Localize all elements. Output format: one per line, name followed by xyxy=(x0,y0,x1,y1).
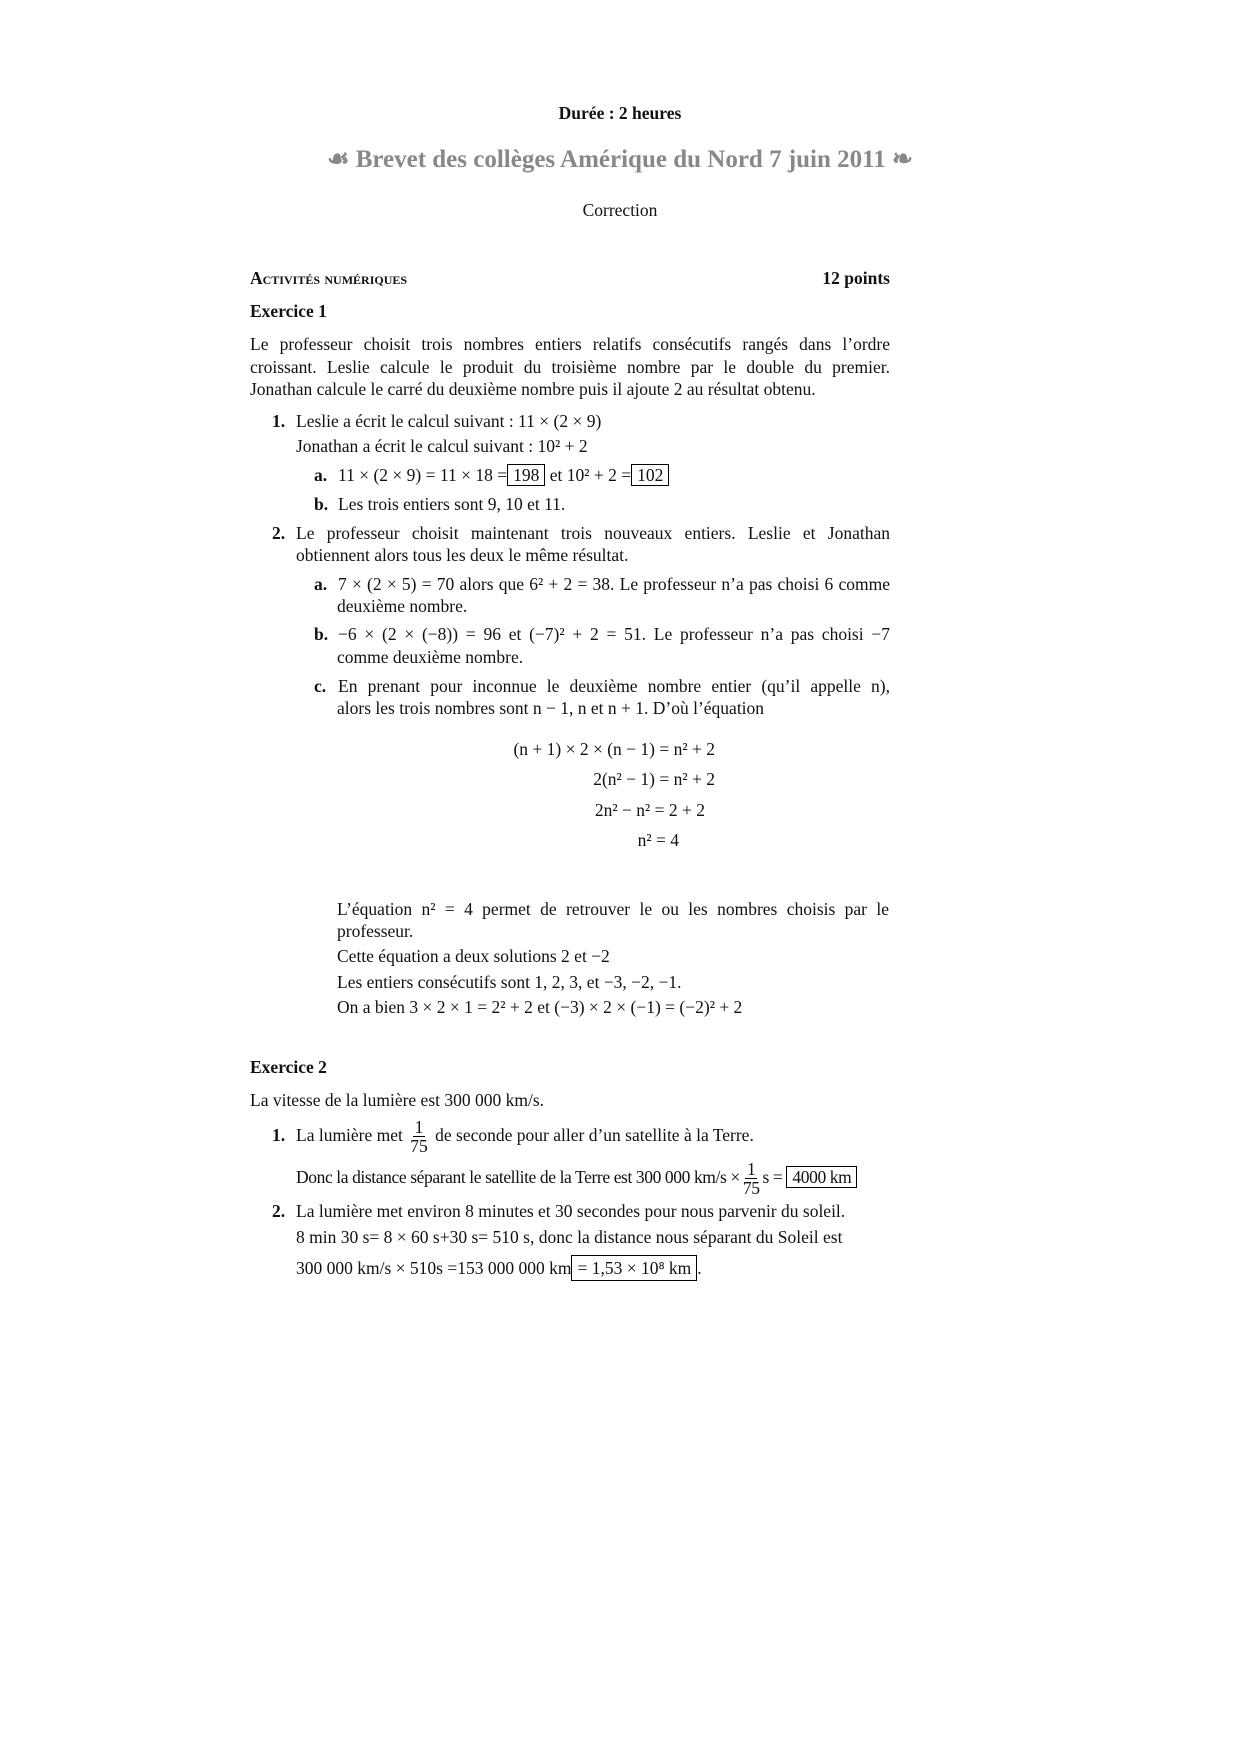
conclusion-line: professeur. xyxy=(337,921,414,941)
ex1-intro-line: croissant. Leslie calcule le produit du troisième nombre par le double du premier. xyxy=(250,357,890,377)
section-points: 12 points xyxy=(822,268,890,288)
fraction xyxy=(743,1160,760,1197)
answer-box: 198 xyxy=(507,464,545,486)
text: de seconde pour aller d’un satellite à la Terre. xyxy=(435,1125,754,1145)
label: a. xyxy=(314,574,328,594)
question-number: 1. xyxy=(272,411,286,431)
ex2-q2 xyxy=(272,1200,845,1222)
text: Les trois entiers sont 9, 10 et 11. xyxy=(338,494,566,514)
numerator: 1 xyxy=(747,1159,756,1180)
ex2-q1 xyxy=(272,1115,754,1155)
ex1-q1b xyxy=(314,493,565,515)
equation-line: 2(n² − 1) = n² + 2 xyxy=(593,769,715,789)
question-number: 1. xyxy=(272,1125,286,1145)
ornament-right-icon: ❧ xyxy=(892,146,913,173)
label: a. xyxy=(314,465,328,485)
label: c. xyxy=(314,676,327,696)
ex2-q2-line3 xyxy=(296,1257,702,1279)
title-text: Brevet des collèges Amérique du Nord 7 juin 2011 xyxy=(355,146,886,173)
q2-line: Le professeur choisit maintenant trois nouveaux entiers. Leslie et Jonathan xyxy=(296,523,890,543)
conclusion-line: L’équation n² = 4 permet de retrouver le ou les nombres choisis par le xyxy=(337,899,889,919)
answer-box: 4000 km xyxy=(786,1166,857,1188)
subtitle: Correction xyxy=(582,200,658,220)
fraction xyxy=(410,1118,428,1155)
equation-line: 2n² − n² = 2 + 2 xyxy=(594,800,705,820)
label: b. xyxy=(314,494,329,514)
numerator: 1 xyxy=(414,1117,424,1138)
text: 11 × (2 × 9) = 11 × 18 = xyxy=(338,465,508,485)
equation-line: n² = 4 xyxy=(637,830,679,850)
question-number: 2. xyxy=(272,1201,286,1221)
text: −6 × (2 × (−8)) = 96 et (−7)² + 2 = 51. Le professeur n’a pas choisi −7 xyxy=(338,624,890,644)
text: En prenant pour inconnue le deuxième nombre entier (qu’il appelle n), xyxy=(338,676,890,696)
document-title xyxy=(0,145,1240,175)
ex2-q1-line2 xyxy=(296,1157,857,1197)
text: 7 × (2 × 5) = 70 alors que 6² + 2 = 38. Le professeur n’a pas choisi 6 comme xyxy=(338,574,890,594)
denominator: 75 xyxy=(742,1178,760,1199)
conclusion-line: Les entiers consécutifs sont 1, 2, 3, et −3, −2, −1. xyxy=(337,972,682,992)
ex1-q2a-cont: deuxième nombre. xyxy=(337,596,468,616)
ex1-q2b-cont: comme deuxième nombre. xyxy=(337,647,524,667)
ex2-intro: La vitesse de la lumière est 300 000 km/s. xyxy=(250,1090,545,1110)
text: La lumière met xyxy=(296,1125,403,1145)
ex1-q2c-cont: alors les trois nombres sont n − 1, n et n + 1. D’où l’équation xyxy=(337,698,765,718)
ex1-q2 xyxy=(272,522,890,544)
text: et 10² + 2 = xyxy=(549,465,632,485)
answer-box: 102 xyxy=(631,464,669,486)
duration: Durée : 2 heures xyxy=(558,103,682,123)
q1-line: Leslie a écrit le calcul suivant : 11 × (2 × 9) xyxy=(296,411,602,431)
text: La lumière met environ 8 minutes et 30 secondes pour nous parvenir du soleil. xyxy=(296,1201,846,1221)
text: 300 000 km/s × 510s =153 000 000 km xyxy=(296,1258,572,1278)
label: b. xyxy=(314,624,329,644)
answer-box: = 1,53 × 10⁸ km xyxy=(571,1255,697,1281)
q1-line: Jonathan a écrit le calcul suivant : 10² + 2 xyxy=(296,436,588,456)
conclusion-line: On a bien 3 × 2 × 1 = 2² + 2 et (−3) × 2 × (−1) = (−2)² + 2 xyxy=(337,997,743,1017)
ex1-q2a xyxy=(314,573,890,595)
question-number: 2. xyxy=(272,523,286,543)
text: s = xyxy=(762,1167,783,1187)
ornament-left-icon: ☙ xyxy=(327,146,350,173)
ex1-q1 xyxy=(272,410,601,432)
text: Donc la distance séparant le satellite de la Terre est 300 000 km/s × xyxy=(296,1167,740,1187)
ex2-q2-line: 8 min 30 s= 8 × 60 s+30 s= 510 s, donc la distance nous séparant du Soleil est xyxy=(296,1227,843,1247)
exercise-2-title: Exercice 2 xyxy=(250,1057,327,1077)
conclusion-line: Cette équation a deux solutions 2 et −2 xyxy=(337,946,610,966)
exercise-1-title: Exercice 1 xyxy=(250,301,327,321)
denominator: 75 xyxy=(410,1136,428,1157)
section-heading: Activités numériques xyxy=(250,268,408,288)
ex1-q1a xyxy=(314,464,669,486)
q2-line: obtiennent alors tous les deux le même résultat. xyxy=(296,545,629,565)
equation-line: (n + 1) × 2 × (n − 1) = n² + 2 xyxy=(513,739,715,759)
ex1-intro-line: Jonathan calcule le carré du deuxième nombre puis il ajoute 2 au résultat obtenu. xyxy=(250,379,816,399)
text: . xyxy=(697,1258,702,1278)
ex1-q2b xyxy=(314,623,890,645)
ex1-q2c xyxy=(314,675,890,697)
ex1-intro-line: Le professeur choisit trois nombres entiers relatifs consécutifs rangés dans l’ordre xyxy=(250,334,890,354)
